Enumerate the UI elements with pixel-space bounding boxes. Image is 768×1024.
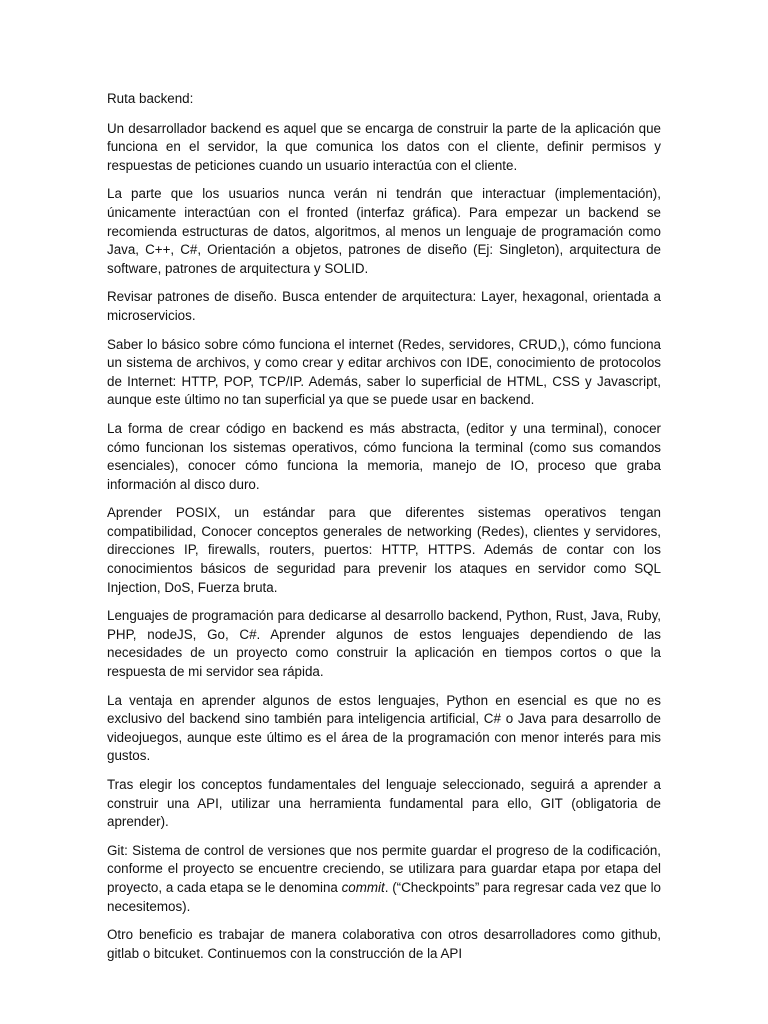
document-title: Ruta backend: [107,91,194,106]
document-body [107,90,661,973]
paragraph-language-advantages: La ventaja en aprender algunos de estos lenguajes, Python en esencial es que no es exclusivo del backend sino también para inteligencia artificial, C# o Java para desarrollo de videojuegos, aunque este último es el área de la programación con menor interés para mis gustos. [107,692,661,764]
git-paragraph-text-after: . (“Checkpoints” para regresar cada vez que lo necesitemos). [107,879,661,914]
git-paragraph-text-before: Git: Sistema de control de versiones que nos permite guardar el progreso de la codificación, conforme el proyecto se encuentre creciendo, se utilizara para guardar etapa por etapa del proyecto, a cada etapa se le denomina [107,842,661,895]
paragraph-posix-security: Aprender POSIX, un estándar para que diferentes sistemas operativos tengan compatibilidad, Conocer conceptos generales de networking (Redes), clientes y servidores, direcciones IP, firewalls, routers, puertos: HTTP, HTTPS. Además de contar con los conocimientos básicos de seguridad para prevenir los ataques en servidor como SQL Injection, DoS, Fuerza bruta. [107,505,661,595]
commit-term: commit [341,879,385,895]
paragraph-backend-tools: La forma de crear código en backend es más abstracta, (editor y una terminal), conocer cómo funcionan los sistemas operativos, cómo funciona la terminal (como sus comandos esenciales), conocer cómo funciona la memoria, manejo de IO, proceso que graba información al disco duro. [107,420,661,492]
paragraph-backend-fundamentals: La parte que los usuarios nunca verán ni tendrán que interactuar (implementación), únicamente interactúan con el fronted (interfaz gráfica). Para empezar un backend se recomienda estructuras de datos, algoritmos, al menos un lenguaje de programación como Java, C++, C#, Orientación a objetos, patrones de diseño (Ej: Singleton), arquitectura de software, patrones de arquitectura y SOLID. [107,186,661,276]
paragraph-collaboration: Otro beneficio es trabajar de manera colaborativa con otros desarrolladores como github, gitlab o bitcuket. Continuemos con la construcción de la API [107,927,661,961]
paragraph-design-patterns: Revisar patrones de diseño. Busca entender de arquitectura: Layer, hexagonal, orientada a microservicios. [107,289,661,323]
paragraph-programming-languages: Lenguajes de programación para dedicarse al desarrollo backend, Python, Rust, Java, Ruby, PHP, nodeJS, Go, C#. Aprender algunos de estos lenguajes dependiendo de las necesidades de un proyecto como construir la aplicación en tiempos cortos o que la respuesta de mi servidor sea rápida. [107,608,661,680]
paragraph-internet-basics: Saber lo básico sobre cómo funciona el internet (Redes, servidores, CRUD,), cómo funciona un sistema de archivos, y como crear y editar archivos con IDE, conocimiento de protocolos de Internet: HTTP, POP, TCP/IP. Además, saber lo superficial de HTML, CSS y Javascript, aunque este último no tan superficial ya que se puede usar en backend. [107,336,661,408]
paragraph-backend-definition: Un desarrollador backend es aquel que se encarga de construir la parte de la aplicación que funciona en el servidor, la que comunica los datos con el cliente, definir permisos y respuestas de peticiones cuando un usuario interactúa con el cliente. [107,120,661,173]
paragraph-git [107,842,661,916]
paragraph-api-next-step: Tras elegir los conceptos fundamentales del lenguaje seleccionado, seguirá a aprender a construir una API, utilizar una herramienta fundamental para ello, GIT (obligatoria de aprender). [107,777,661,830]
